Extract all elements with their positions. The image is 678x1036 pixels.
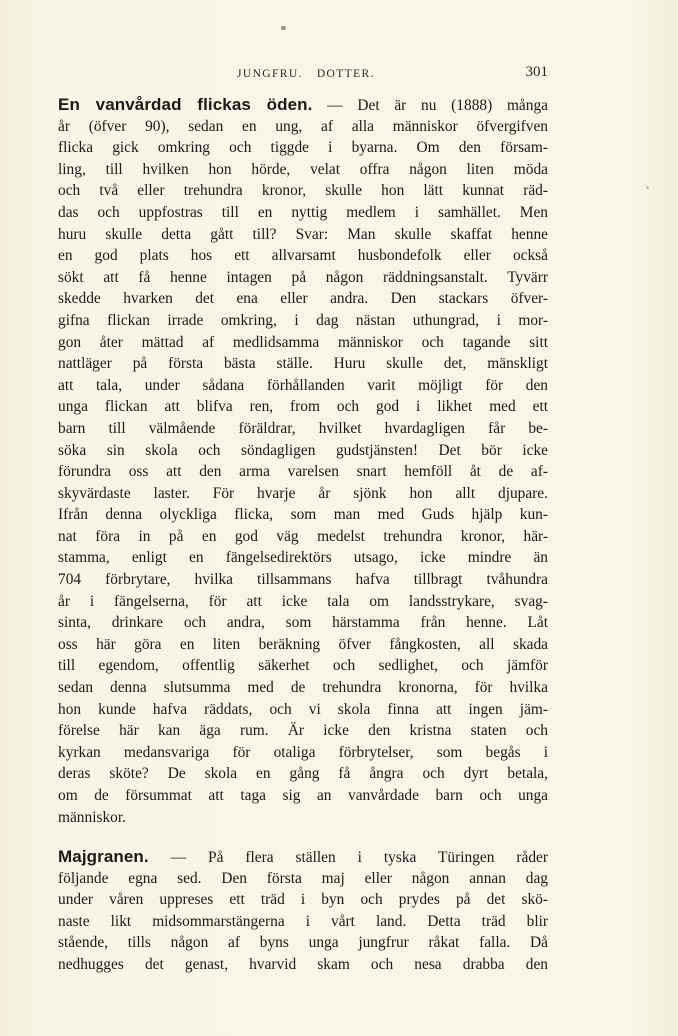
text-line: år (öfver 90), sedan en ung, af alla människor öfvergifven xyxy=(58,117,548,135)
running-head-right: DOTTER. xyxy=(316,68,375,80)
text-line: år i fängelserna, för att icke tala om landsstrykare, svag- xyxy=(58,592,548,610)
text-line: sedan denna slutsumma med de trehundra kronorna, för hvilka xyxy=(58,679,548,697)
text-line: gifna flickan irrade omkring, i dag nästan uthungrad, i mor- xyxy=(58,311,548,329)
running-head xyxy=(237,68,375,80)
section-majgranen xyxy=(58,846,548,976)
text-line: ling, till hvilken hon hörde, velat offra någon liten möda xyxy=(58,160,548,178)
text-line: till egendom, offentlig säkerhet och sedlighet, och jämför xyxy=(58,657,548,675)
text-line: stamma, enligt en fängelsedirektörs utsago, icke mindre än xyxy=(58,549,548,567)
text-line: stående, tills någon af byns unga jungfrur råkat falla. Då xyxy=(58,934,548,952)
text-line: hon kunde hafva räddats, och vi skola finna att ingen jäm- xyxy=(58,700,548,718)
text-line: nat föra in på en god väg medelst trehundra kronor, här- xyxy=(58,527,548,545)
text-line: att tala, under sådana förhållanden varit möjligt för den xyxy=(58,376,548,394)
text-line: människor. xyxy=(58,808,126,826)
text-line: barn till välmående föräldrar, hvilket hvardagligen får be- xyxy=(58,419,548,437)
text-line: flicka gick omkring och tiggde i byarna. Om den försam- xyxy=(58,139,548,157)
text-line: skedde hvarken det ena eller andra. Den stackars öfver- xyxy=(58,290,548,308)
text-line: sinta, drinkare och andra, som härstamma från henne. Låt xyxy=(58,614,548,632)
text-line: om de försummat att taga sig an vanvårdade barn och unga xyxy=(58,787,548,804)
paragraph-body xyxy=(58,116,548,829)
text-line: och två eller trehundra kronor, skulle hon lätt kunnat räd- xyxy=(58,182,548,200)
section-heading: En vanvårdad flickas öden. xyxy=(58,95,313,114)
text-line: nattläger på första bästa ställe. Huru skulle det, mänskligt xyxy=(58,355,548,373)
text-line: deras sköte? De skola en gång få ångra och dyrt betala, xyxy=(58,765,548,783)
ink-speck xyxy=(646,186,649,189)
text-line: under våren uppreses ett träd i byn och prydes på det skö- xyxy=(58,891,548,909)
page-number: 301 xyxy=(525,64,548,80)
first-line-text: — På flera ställen i tyska Türingen råder xyxy=(170,849,548,866)
text-line: unga flickan att blifva ren, from och god i likhet med ett xyxy=(58,398,548,416)
text-line: Ifrån denna olyckliga flicka, som man med Guds hjälp kun- xyxy=(58,506,548,524)
first-line xyxy=(58,846,548,868)
running-head-left: JUNGFRU. xyxy=(237,68,303,80)
text-line: das och uppfostras till en nyttig medlem i samhället. Men xyxy=(58,203,548,221)
text-line: huru skulle detta gått till? Svar: Man skulle skaffat henne xyxy=(58,225,548,243)
text-line: nedhugges det genast, hvarvid skam och nesa drabba den xyxy=(58,955,548,973)
text-line: oss här göra en liten beräkning öfver fångkosten, all skada xyxy=(58,635,548,653)
text-line: följande egna sed. Den första maj eller någon annan dag xyxy=(58,869,548,887)
text-line: skyvärdaste laster. För hvarje år sjönk hon allt djupare. xyxy=(58,484,548,502)
ink-speck xyxy=(281,26,286,30)
text-line: kyrkan medansvariga för otaliga förbrytelser, som begås i xyxy=(58,743,548,761)
first-line xyxy=(58,94,548,116)
text-line: naste likt midsommarstängerna i vårt land. Detta träd blir xyxy=(58,912,548,930)
section-vanvardad-flicka xyxy=(58,94,548,828)
text-line: gon åter mättad af medlidsamma människor och tagande sitt xyxy=(58,333,548,351)
text-line: 704 förbrytare, hvilka tillsammans hafva tillbragt tvåhundra xyxy=(58,571,548,589)
text-line: en god plats hos ett allvarsamt husbondefolk eller också xyxy=(58,247,548,265)
paragraph-body xyxy=(58,868,548,976)
text-line: söka sin skola och söndagligen gudstjänsten! Det bör icke xyxy=(58,441,548,459)
text-line: förundra oss att den arma varelsen snart hemföll åt de af- xyxy=(58,463,548,481)
section-heading: Majgranen. xyxy=(58,847,149,866)
text-line: förelse här kan äga rum. Är icke den kristna staten och xyxy=(58,722,548,740)
first-line-text: — Det är nu (1888) många xyxy=(327,97,548,114)
text-line: sökt att få henne intagen på någon räddningsanstalt. Tyvärr xyxy=(58,268,548,286)
